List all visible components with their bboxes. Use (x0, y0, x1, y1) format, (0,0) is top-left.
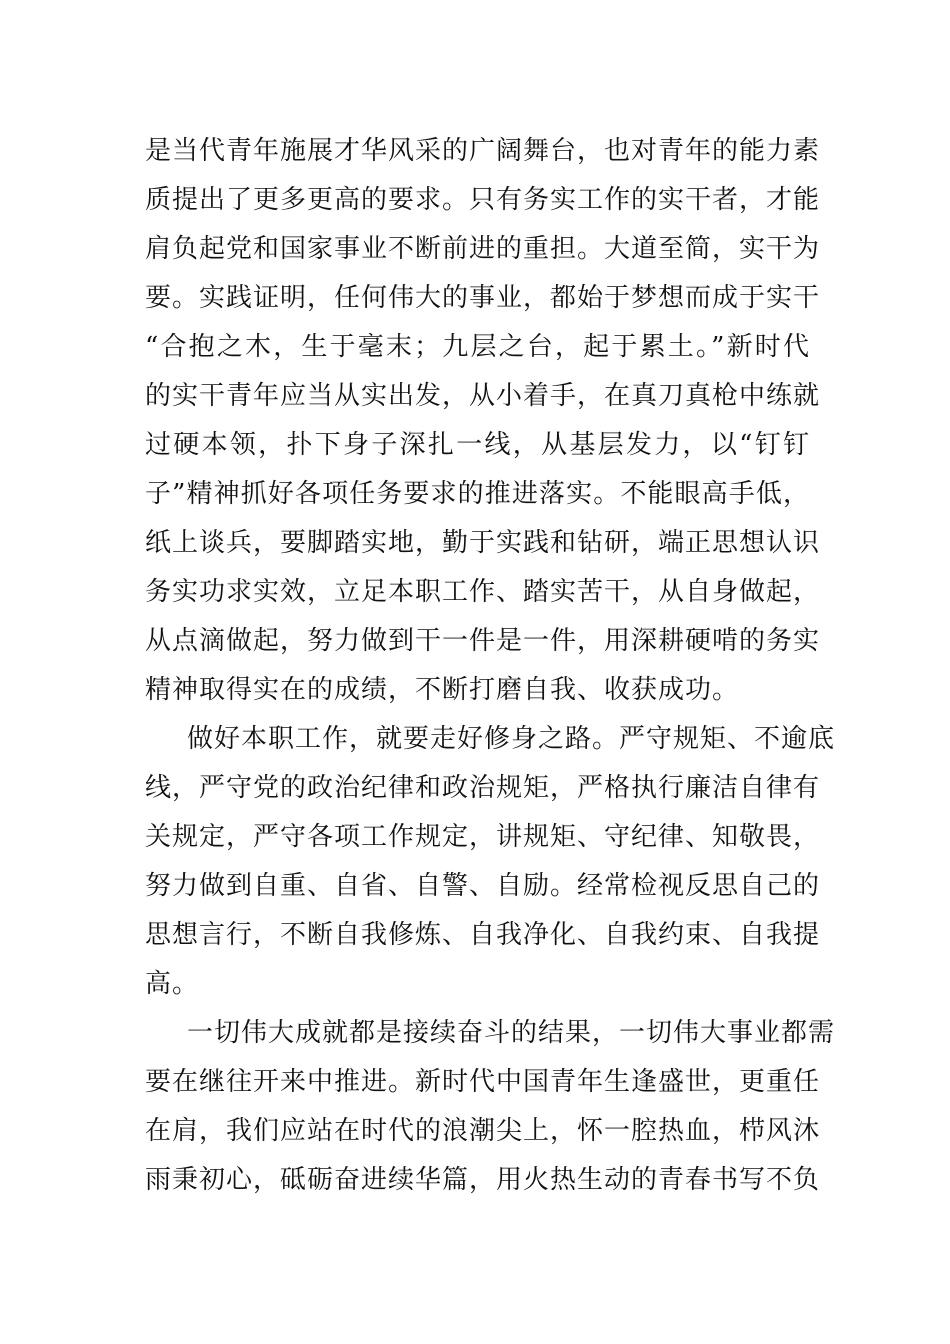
text-line: 子”精神抓好各项任务要求的推进落实。不能眼高手低， (145, 479, 810, 509)
paragraph (145, 715, 836, 1009)
text-line: 过硬本领，扑下身子深扎一线，从基层发力，以“钉钉 (145, 430, 810, 460)
text-line: 从点滴做起，努力做到干一件是一件，用深耕硬啃的务实 (145, 626, 821, 656)
text-line: 务实功求实效，立足本职工作、踏实苦干，从自身做起， (145, 577, 821, 607)
text-line: 是当代青年施展才华风采的广阔舞台，也对青年的能力素 (145, 136, 821, 166)
text-line: 做好本职工作，就要走好修身之路。严守规矩、不逾底 (187, 724, 836, 754)
text-line: 要。实践证明，任何伟大的事业，都始于梦想而成于实干 (145, 283, 821, 313)
paragraph (145, 127, 821, 715)
text-line: 精神取得实在的成绩，不断打磨自我、收获成功。 (145, 675, 740, 705)
text-line: 一切伟大成就都是接续奋斗的结果，一切伟大事业都需 (187, 1018, 836, 1048)
text-line: 努力做到自重、自省、自警、自励。经常检视反思自己的 (145, 871, 821, 901)
text-line: “合抱之木，生于毫末；九层之台，起于累土。”新时代 (145, 332, 810, 362)
text-line: 在肩，我们应站在时代的浪潮尖上，怀一腔热血，栉风沐 (145, 1116, 821, 1146)
text-line: 纸上谈兵，要脚踏实地，勤于实践和钻研，端正思想认识 (145, 528, 821, 558)
text-line: 雨秉初心，砥砺奋进续华篇，用火热生动的青春书写不负 (145, 1165, 821, 1195)
text-line: 要在继往开来中推进。新时代中国青年生逢盛世，更重任 (145, 1067, 821, 1097)
text-line: 线，严守党的政治纪律和政治规矩，严格执行廉洁自律有 (145, 773, 821, 803)
text-line: 关规定，严守各项工作规定，讲规矩、守纪律、知敬畏， (145, 822, 821, 852)
paragraph (145, 1009, 836, 1205)
text-line: 的实干青年应当从实出发，从小着手，在真刀真枪中练就 (145, 381, 821, 411)
text-line: 高。 (145, 969, 200, 999)
text-line: 思想言行，不断自我修炼、自我净化、自我约束、自我提 (145, 920, 821, 950)
document-body (145, 127, 836, 1205)
text-line: 质提出了更多更高的要求。只有务实工作的实干者，才能 (145, 185, 821, 215)
text-line: 肩负起党和国家事业不断前进的重担。大道至简，实干为 (145, 234, 821, 264)
